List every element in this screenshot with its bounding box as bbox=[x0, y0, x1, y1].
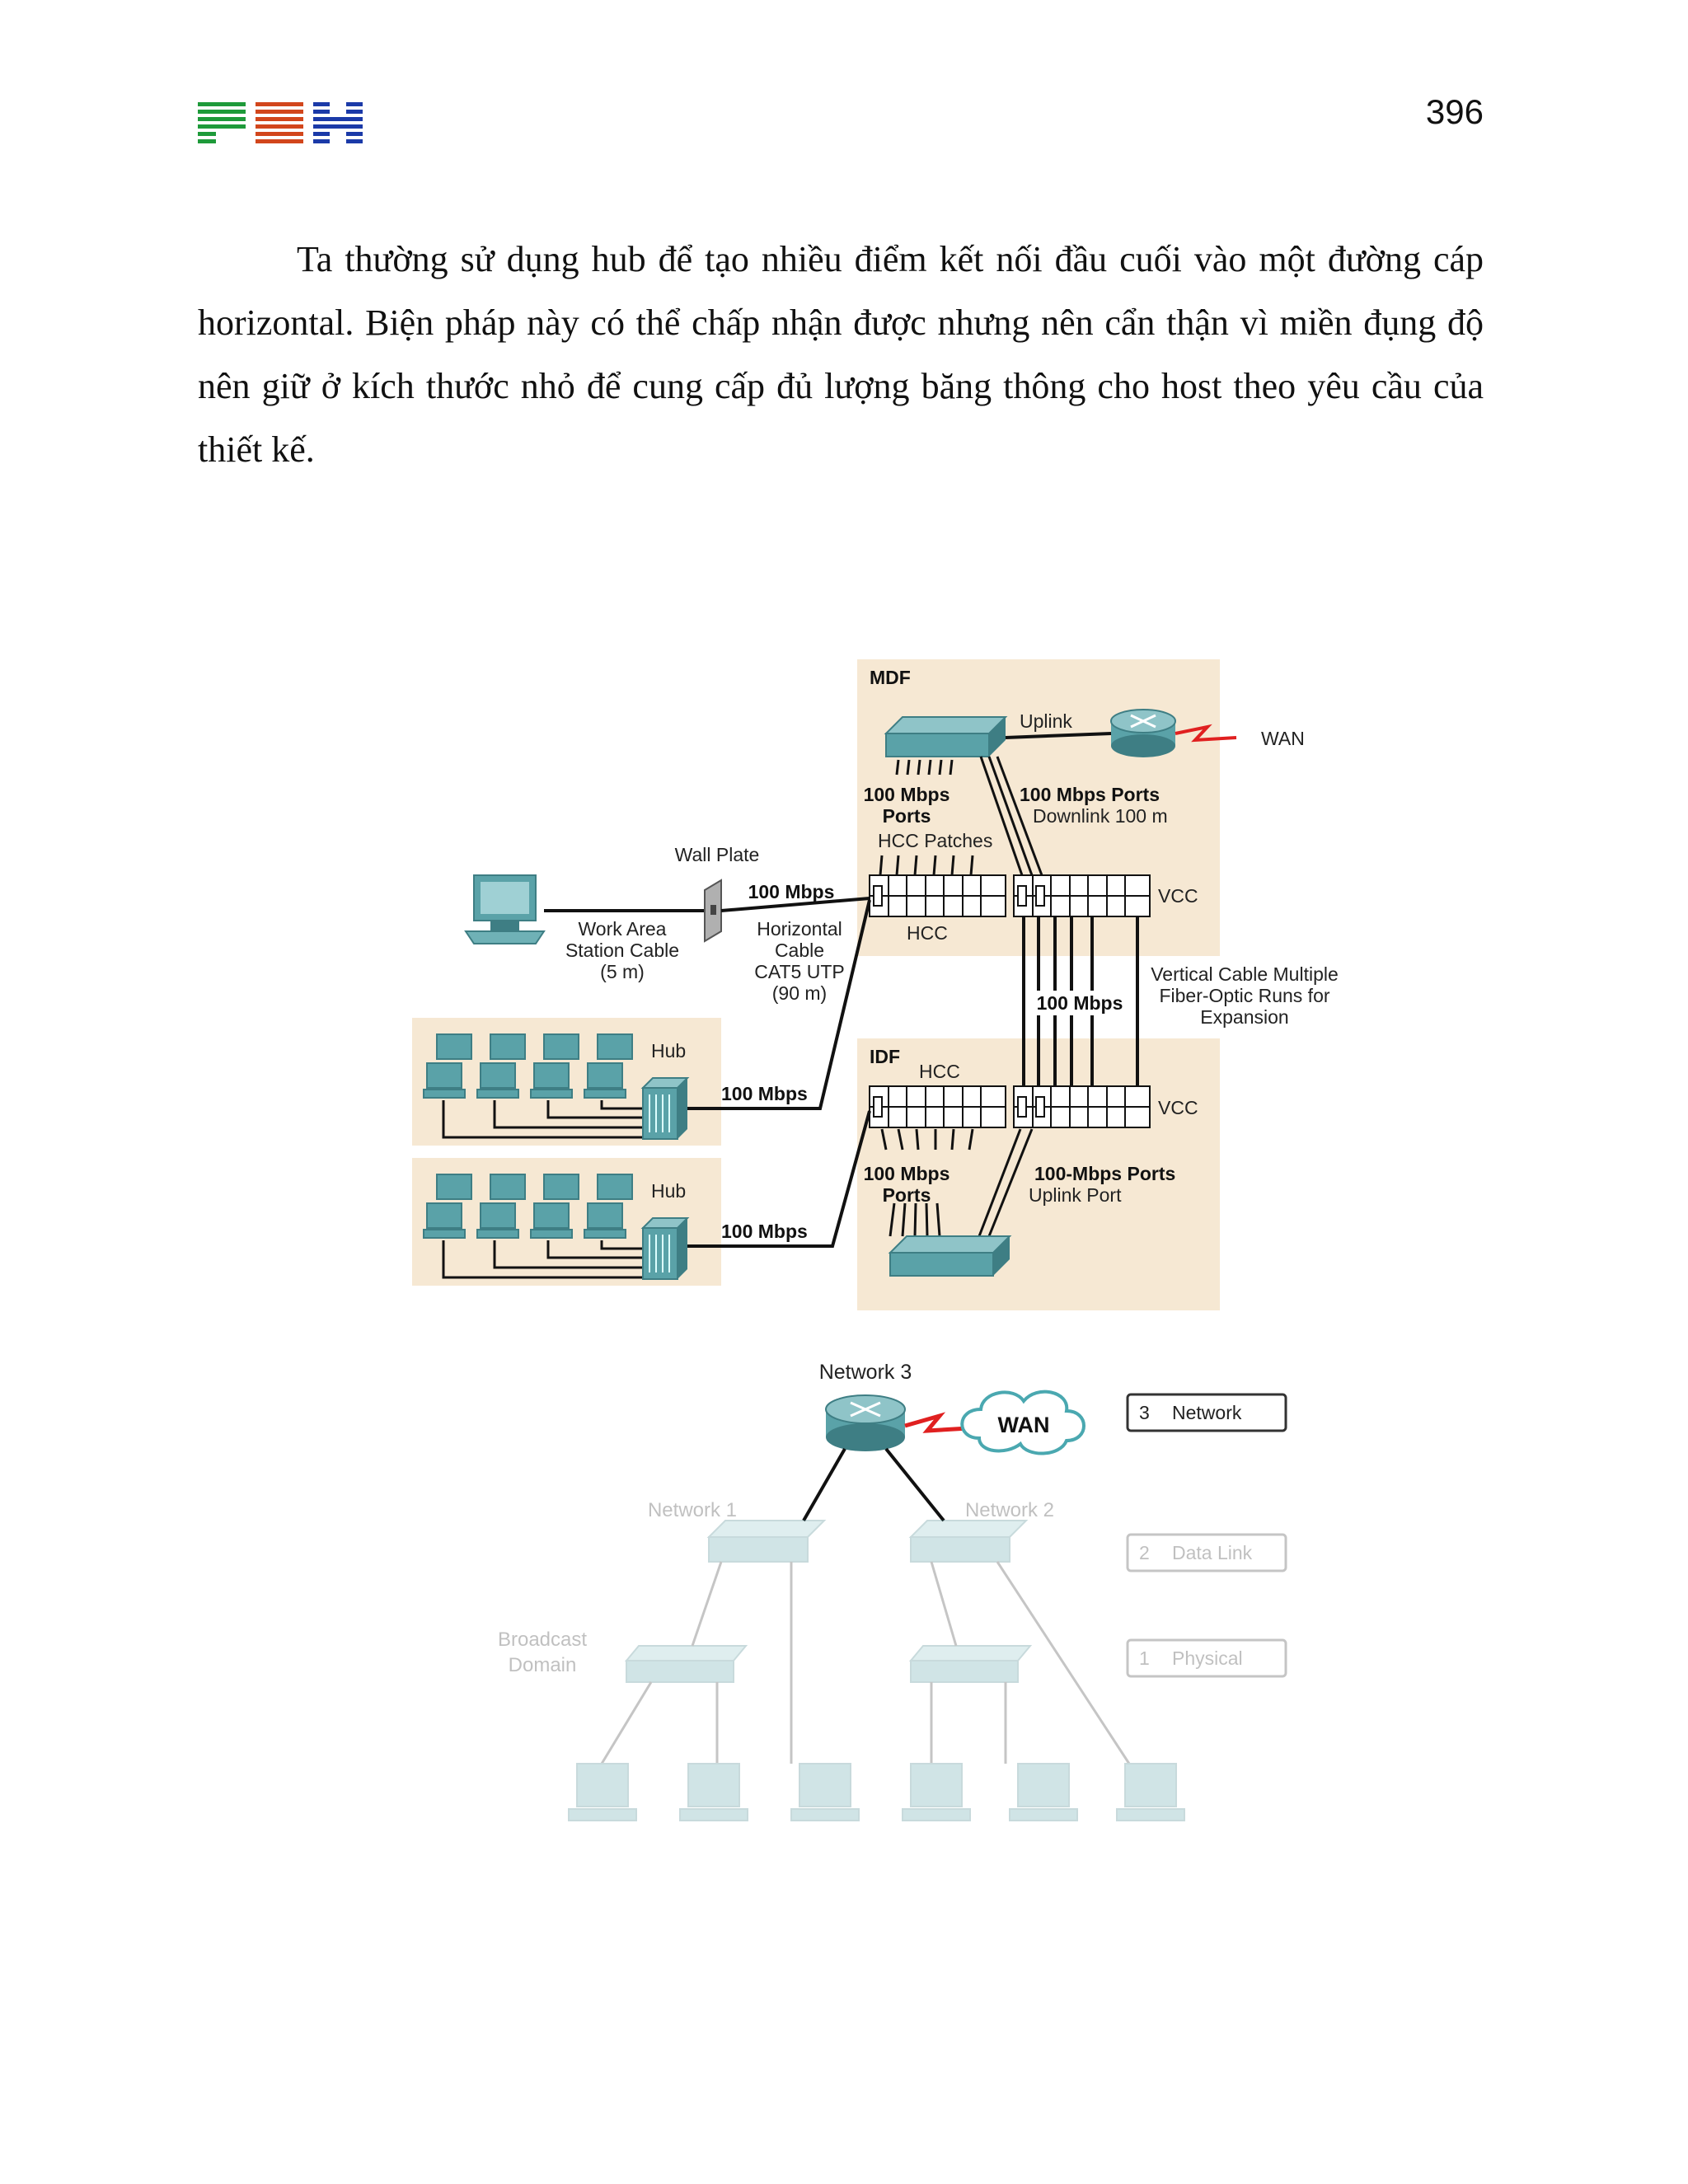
hcc-patches-label: HCC Patches bbox=[878, 830, 993, 851]
hub-network1-icon bbox=[626, 1646, 746, 1682]
idf-ports-left-1: 100 Mbps bbox=[863, 1163, 950, 1184]
svg-text:2: 2 bbox=[1139, 1542, 1150, 1563]
vertical-speed: 100 Mbps bbox=[1036, 992, 1123, 1014]
logo-letter-h bbox=[313, 102, 363, 143]
work-area-speed: 100 Mbps bbox=[748, 881, 835, 902]
horizontal-cable-3: CAT5 UTP bbox=[754, 961, 845, 982]
idf-ports-left-2: Ports bbox=[882, 1184, 931, 1206]
wall-plate-icon bbox=[705, 880, 721, 941]
link-network2 bbox=[886, 1449, 944, 1521]
uplink-label: Uplink bbox=[1020, 710, 1072, 732]
wall-plate-label: Wall Plate bbox=[674, 844, 760, 865]
broadcast-domain-2: Domain bbox=[508, 1654, 577, 1676]
idf-ports-right-2: Uplink Port bbox=[1029, 1184, 1122, 1206]
network-layers-diagram bbox=[470, 1352, 1311, 1896]
vertical-desc-3: Expansion bbox=[1200, 1006, 1289, 1028]
mdf-ports-left-1: 100 Mbps bbox=[863, 784, 950, 805]
mdf-vcc-panel bbox=[1014, 875, 1150, 916]
mdf-switch-icon bbox=[886, 717, 1006, 757]
hub-top-label: Hub bbox=[651, 1040, 687, 1062]
hub-bottom-label: Hub bbox=[651, 1180, 687, 1202]
logo-letter-p bbox=[198, 102, 246, 143]
hub-bottom-icon bbox=[643, 1218, 687, 1279]
mdf-ports-right-1: 100 Mbps Ports bbox=[1020, 784, 1160, 805]
vertical-desc-2: Fiber-Optic Runs for bbox=[1159, 985, 1330, 1006]
wan-link-icon bbox=[905, 1416, 968, 1431]
network3-router-icon bbox=[826, 1395, 905, 1451]
network2-label: Network 2 bbox=[964, 1499, 1055, 1521]
mdf-hcc-label: HCC bbox=[907, 922, 948, 944]
layer-box-network bbox=[1128, 1394, 1286, 1431]
horizontal-cable-4: (90 m) bbox=[771, 982, 828, 1004]
logo-letter-n bbox=[256, 102, 303, 143]
svg-text:Physical: Physical bbox=[1172, 1647, 1243, 1669]
idf-title: IDF bbox=[870, 1046, 901, 1067]
hub-network2-icon bbox=[911, 1646, 1030, 1682]
mdf-hcc-panel bbox=[870, 875, 1006, 916]
mdf-ports-left-2: Ports bbox=[882, 805, 931, 827]
vertical-desc-1: Vertical Cable Multiple bbox=[1151, 963, 1339, 985]
switch-network1-icon bbox=[709, 1521, 824, 1562]
faded-computers bbox=[569, 1764, 1184, 1821]
idf-hcc-label: HCC bbox=[919, 1061, 960, 1082]
idf-ports-right-1: 100-Mbps Ports bbox=[1034, 1163, 1176, 1184]
svg-text:3: 3 bbox=[1139, 1402, 1150, 1423]
faded-lower-network bbox=[498, 1499, 1286, 1821]
idf-switch-icon bbox=[890, 1236, 1010, 1276]
switch-network2-icon bbox=[911, 1521, 1026, 1562]
cabling-diagram bbox=[412, 659, 1360, 1310]
layer-box-physical bbox=[1128, 1640, 1286, 1676]
hub-bottom-speed: 100 Mbps bbox=[721, 1221, 808, 1242]
pnh-logo bbox=[198, 101, 363, 148]
wan-label: WAN bbox=[1261, 728, 1305, 749]
network3-label: Network 3 bbox=[818, 1361, 912, 1384]
svg-text:Data Link: Data Link bbox=[1172, 1542, 1253, 1563]
horizontal-cable-2: Cable bbox=[774, 940, 825, 961]
network1-label: Network 1 bbox=[647, 1499, 738, 1521]
hub-top-icon bbox=[643, 1078, 687, 1139]
body-paragraph: Ta thường sử dụng hub để tạo nhiều điểm kết nối đầu cuối vào một đường cáp horizontal. Biện pháp này có thể chấp nhận được nhưng nên cẩn thận vì miền đụng độ nên giữ ở kích thước nhỏ để cung cấp đủ lượng băng thông cho host theo yêu cầu của thiết kế. bbox=[198, 239, 1484, 470]
page-number: 396 bbox=[1425, 92, 1484, 131]
hub-top-speed: 100 Mbps bbox=[721, 1083, 808, 1104]
mdf-vcc-label: VCC bbox=[1158, 885, 1198, 907]
svg-text:Network: Network bbox=[1172, 1402, 1242, 1423]
idf-vcc-panel bbox=[1014, 1086, 1150, 1127]
idf-hcc-panel bbox=[870, 1086, 1006, 1127]
layer-box-data-link bbox=[1128, 1535, 1286, 1571]
workstation-icon bbox=[466, 875, 544, 944]
svg-text:1: 1 bbox=[1139, 1647, 1150, 1669]
horizontal-cable-1: Horizontal bbox=[757, 918, 842, 940]
mdf-ports-right-2: Downlink 100 m bbox=[1033, 805, 1168, 827]
link-network1 bbox=[804, 1449, 845, 1521]
mdf-title: MDF bbox=[870, 667, 911, 688]
station-cable-3: (5 m) bbox=[600, 961, 645, 982]
station-cable-1: Work Area bbox=[578, 918, 667, 940]
broadcast-domain-1: Broadcast bbox=[497, 1629, 588, 1651]
mdf-router-icon bbox=[1111, 710, 1175, 757]
idf-vcc-label: VCC bbox=[1158, 1097, 1198, 1118]
station-cable-2: Station Cable bbox=[565, 940, 680, 961]
wan-cloud-label: WAN bbox=[997, 1413, 1050, 1437]
